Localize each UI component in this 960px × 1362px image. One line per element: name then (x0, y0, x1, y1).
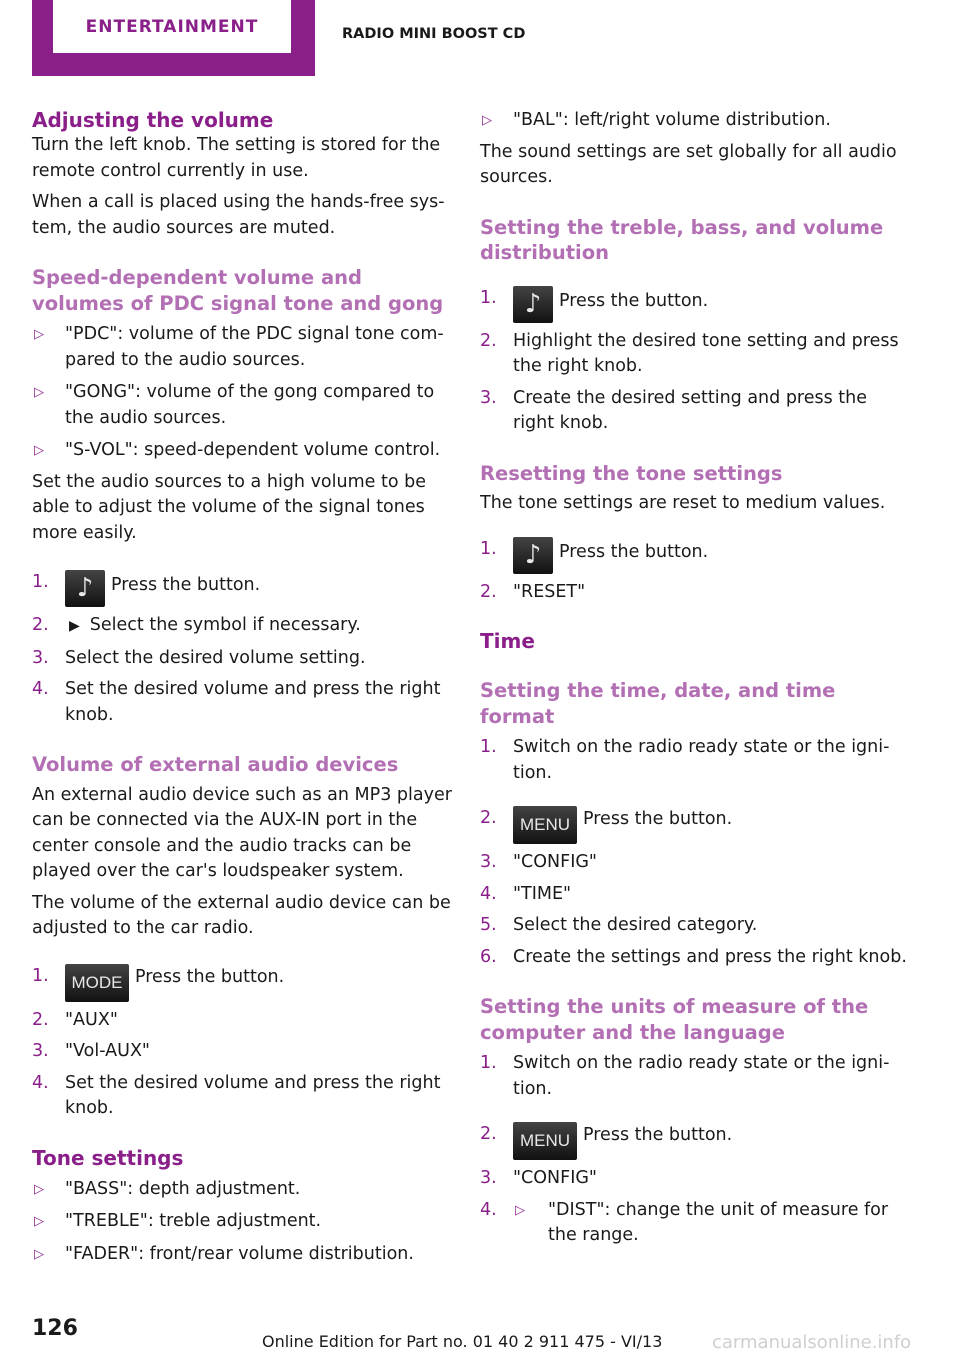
chapter-tab: ENTERTAINMENT (53, 0, 291, 53)
list-item: 1. MODE Press the button. (32, 964, 460, 1002)
music-note-button-icon: ♪ (513, 537, 553, 574)
paragraph: The volume of the external audio device can be adjusted to the car radio. (32, 892, 451, 938)
paragraph: An external audio device such as an MP3 player can be connected via the AUX-IN port in the center console and the audio tracks can be played over the car's loudspeaker system. (32, 784, 452, 881)
list-item: 3. Create the desired setting and press the right knob. (480, 387, 868, 433)
list-item: 4. ▷ "DIST": change the unit of measure for the range. (480, 1198, 910, 1249)
list-item: 3. Select the desired volume setting. (32, 647, 366, 668)
list-item: 1. ♪ Press the button. (32, 570, 460, 607)
list-item: 3. "CONFIG" (480, 852, 597, 872)
triangle-bullet-icon: ▷ (34, 1214, 44, 1229)
list-item: 4. Set the desired volume and press the right knob. (32, 1072, 441, 1118)
list-item: ▷ "DIST": change the unit of measure for the range. (515, 1199, 889, 1245)
numbered-list (480, 1051, 910, 1249)
paragraph: Set the audio sources to a high volume to be able to adjust the volume of the signal tones more easily. (32, 471, 426, 543)
list-item: 2. "RESET" (480, 581, 586, 602)
heading-resetting-tone: Resetting the tone settings (480, 461, 783, 485)
triangle-bullet-icon: ▷ (34, 385, 44, 400)
triangle-bullet-icon: ▷ (482, 113, 492, 128)
list-item: 3. "CONFIG" (480, 1168, 597, 1188)
list-item: ▷ "S-VOL": speed-dependent volume control. (32, 438, 460, 464)
list-item: 1. ♪ Press the button. (480, 537, 910, 574)
right-column (480, 108, 910, 1249)
list-item: ▷ "FADER": front/rear volume distribution. (32, 1242, 460, 1268)
watermark: carmanualsonline.info (712, 1332, 912, 1353)
music-note-button-icon: ♪ (65, 570, 105, 607)
heading-time-format: Setting the time, date, and time format (480, 679, 836, 728)
list-item: 2. "AUX" (32, 1009, 118, 1030)
list-item: 6. Create the settings and press the right knob. (480, 946, 907, 967)
list-item: ▷ "TREBLE": treble adjustment. (32, 1209, 460, 1235)
heading-time: Time (480, 629, 535, 653)
bullet-list (32, 1177, 460, 1268)
heading-speed-dependent-volume: Speed-dependent volume and volumes of PDC signal tone and gong (32, 266, 444, 315)
numbered-list (480, 537, 910, 606)
list-item: 1. ♪ Press the button. (480, 286, 910, 323)
nested-bullet-list (513, 1198, 910, 1249)
list-item: 3. "Vol-AUX" (32, 1041, 150, 1061)
list-item: 1. Switch on the radio ready state or the ignition. (480, 737, 890, 783)
list-item: ▷ "BASS": depth adjustment. (32, 1177, 460, 1203)
paragraph: The sound settings are set globally for all audio sources. (480, 141, 897, 187)
menu-button-icon: MENU (513, 1122, 577, 1160)
paragraph: When a call is placed using the hands-free system, the audio sources are muted. (32, 192, 445, 238)
triangle-bullet-icon: ▷ (34, 327, 44, 342)
triangle-bullet-icon: ▷ (34, 1181, 44, 1197)
paragraph: Turn the left knob. The setting is stored for the remote control currently in use. (32, 135, 441, 181)
numbered-list (480, 286, 910, 437)
list-item: 2. MENU Press the button. (480, 806, 910, 844)
menu-button-icon: MENU (513, 806, 577, 844)
list-item: ▷ "BAL": left/right volume distribution. (480, 108, 910, 134)
page-number: 126 (32, 1316, 78, 1341)
list-item: 4. "TIME" (480, 883, 572, 904)
section-title: RADIO MINI BOOST CD (342, 26, 526, 42)
bullet-list (32, 322, 460, 464)
left-column (32, 108, 460, 1267)
triangle-bullet-icon: ▷ (34, 1246, 44, 1262)
list-item: 4. Set the desired volume and press the right knob. (32, 679, 441, 725)
music-note-button-icon: ♪ (513, 286, 553, 323)
list-item: 5. Select the desired category. (480, 915, 758, 935)
heading-treble-bass: Setting the treble, bass, and volume distribution (480, 215, 884, 264)
numbered-list (32, 964, 460, 1122)
paragraph: The tone settings are reset to medium values. (480, 493, 886, 513)
list-item: 2. MENU Press the button. (480, 1122, 910, 1160)
triangle-bullet-icon: ▷ (515, 1202, 525, 1218)
list-item: 2. Highlight the desired tone setting and press the right knob. (480, 330, 899, 376)
mode-button-icon: MODE (65, 964, 129, 1002)
bullet-list (480, 108, 910, 134)
heading-adjusting-volume: Adjusting the volume (32, 108, 274, 132)
list-item: ▷ "PDC": volume of the PDC signal tone compared to the audio sources. (34, 324, 444, 370)
list-item: 2. ▶ Select the symbol if necessary. (32, 613, 460, 640)
heading-external-audio: Volume of external audio devices (32, 753, 399, 776)
edition-footer: Online Edition for Part no. 01 40 2 911 475 - VI/13 (262, 1332, 663, 1351)
list-item: 1. Switch on the radio ready state or the ignition. (480, 1053, 890, 1099)
heading-units-language: Setting the units of measure of the computer and the language (480, 995, 869, 1044)
numbered-list (480, 735, 910, 970)
triangle-bullet-icon: ▷ (34, 443, 44, 458)
play-arrow-icon: ▶ (69, 618, 80, 634)
numbered-list (32, 570, 460, 728)
heading-tone-settings: Tone settings (32, 1145, 184, 1170)
list-item: ▷ "GONG": volume of the gong compared to the audio sources. (34, 382, 435, 428)
